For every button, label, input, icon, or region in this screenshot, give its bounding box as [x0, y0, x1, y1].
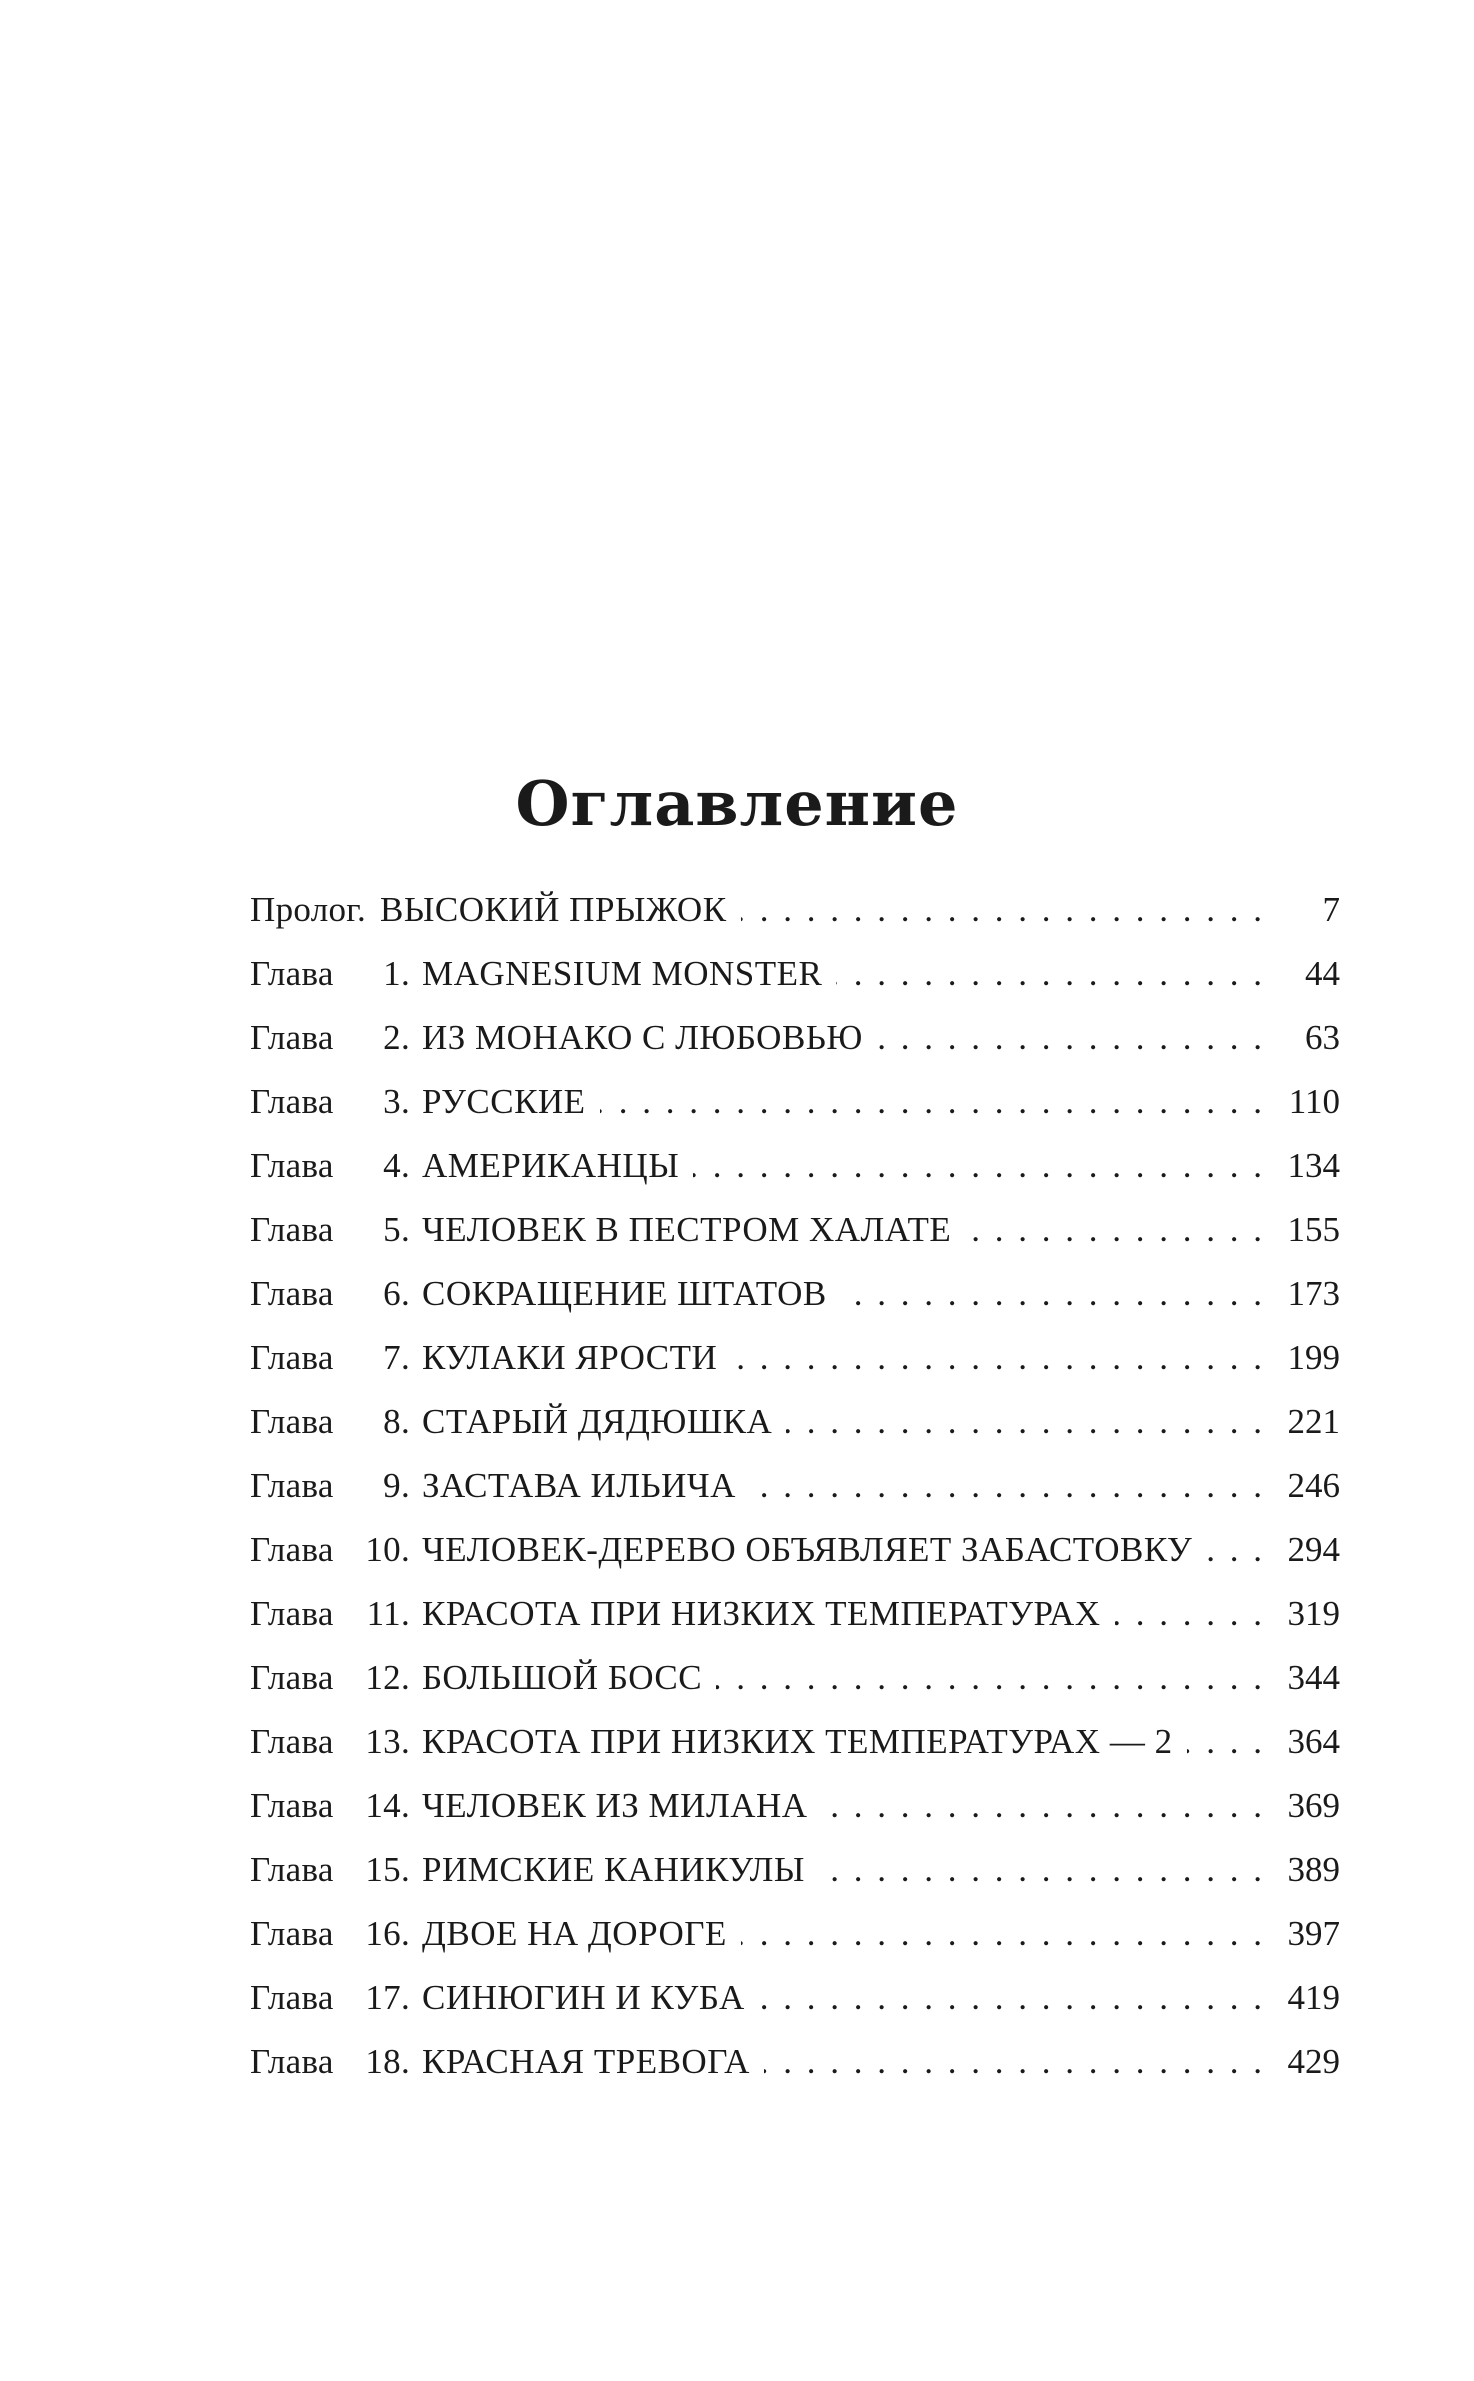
toc-entry-chapter[interactable]	[250, 1646, 1340, 1710]
chapter-word: Глава	[250, 954, 334, 993]
entry-page-number: 389	[1287, 1850, 1340, 1889]
chapter-number: 9.	[383, 1466, 410, 1505]
dot-leader	[819, 1838, 1276, 1902]
entry-page-number: 7	[1322, 890, 1340, 929]
entry-page-number: 155	[1287, 1210, 1340, 1249]
chapter-number: 10.	[365, 1530, 410, 1569]
entry-page-number: 221	[1287, 1402, 1340, 1441]
chapter-number: 8.	[383, 1402, 410, 1441]
chapter-label	[250, 1326, 422, 1390]
entry-page-number: 134	[1287, 1146, 1340, 1185]
chapter-number: 12.	[365, 1658, 410, 1697]
entry-page-number: 419	[1287, 1978, 1340, 2017]
dot-leader	[716, 1646, 1276, 1710]
chapter-word: Глава	[250, 1786, 334, 1825]
entry-title: РИМСКИЕ КАНИКУЛЫ	[422, 1850, 805, 1889]
entry-page-number: 344	[1287, 1658, 1340, 1697]
chapter-number: 17.	[365, 1978, 410, 2017]
entry-title: ЧЕЛОВЕК В ПЕСТРОМ ХАЛАТЕ	[422, 1210, 952, 1249]
chapter-word: Глава	[250, 1338, 334, 1377]
chapter-word: Глава	[250, 2042, 334, 2081]
toc-entry-chapter[interactable]	[250, 1582, 1340, 1646]
entry-title: СТАРЫЙ ДЯДЮШКА	[422, 1402, 773, 1441]
chapter-number: 7.	[383, 1338, 410, 1377]
chapter-list	[250, 942, 1340, 2094]
prologue-label: Пролог.	[250, 890, 367, 929]
dot-leader	[741, 1902, 1276, 1966]
entry-title: СОКРАЩЕНИЕ ШТАТОВ	[422, 1274, 827, 1313]
chapter-number: 11.	[366, 1594, 410, 1633]
entry-page-number: 319	[1287, 1594, 1340, 1633]
chapter-word: Глава	[250, 1018, 334, 1057]
chapter-number: 6.	[383, 1274, 410, 1313]
chapter-label	[250, 1390, 422, 1454]
entry-title: MAGNESIUM MONSTER	[422, 954, 823, 993]
dot-leader	[1115, 1582, 1276, 1646]
toc-entry-chapter[interactable]	[250, 1966, 1340, 2030]
chapter-number: 4.	[383, 1146, 410, 1185]
chapter-word: Глава	[250, 1722, 334, 1761]
entry-page-number: 397	[1287, 1914, 1340, 1953]
chapter-label	[250, 1838, 422, 1902]
toc-entry-prologue[interactable]	[250, 878, 1340, 942]
entry-page-number: 44	[1305, 954, 1340, 993]
chapter-number: 15.	[365, 1850, 410, 1889]
toc-entry-chapter[interactable]	[250, 1390, 1340, 1454]
chapter-label	[250, 1710, 422, 1774]
chapter-word: Глава	[250, 1146, 334, 1185]
chapter-number: 14.	[365, 1786, 410, 1825]
toc-entry-chapter[interactable]	[250, 1326, 1340, 1390]
dot-leader	[1187, 1710, 1276, 1774]
chapter-number: 16.	[365, 1914, 410, 1953]
entry-title: КУЛАКИ ЯРОСТИ	[422, 1338, 718, 1377]
chapter-word: Глава	[250, 1658, 334, 1697]
chapter-label	[250, 1582, 422, 1646]
entry-page-number: 364	[1287, 1722, 1340, 1761]
chapter-label	[250, 1646, 422, 1710]
entry-title: КРАСОТА ПРИ НИЗКИХ ТЕМПЕРАТУРАХ	[422, 1594, 1101, 1633]
chapter-word: Глава	[250, 1402, 334, 1441]
entry-page-number: 63	[1305, 1018, 1340, 1057]
dot-leader	[841, 1262, 1276, 1326]
dot-leader	[731, 1326, 1276, 1390]
entry-title: РУССКИЕ	[422, 1082, 586, 1121]
entry-title: ИЗ МОНАКО С ЛЮБОВЬЮ	[422, 1018, 863, 1057]
entry-page-number: 110	[1288, 1082, 1340, 1121]
dot-leader	[693, 1134, 1276, 1198]
chapter-label	[250, 1006, 422, 1070]
chapter-number: 13.	[365, 1722, 410, 1761]
toc-entry-chapter[interactable]	[250, 1198, 1340, 1262]
entry-page-number: 246	[1287, 1466, 1340, 1505]
entry-title: КРАСОТА ПРИ НИЗКИХ ТЕМПЕРАТУРАХ — 2	[422, 1722, 1173, 1761]
chapter-word: Глава	[250, 1210, 334, 1249]
chapter-label	[250, 1774, 422, 1838]
chapter-number: 3.	[383, 1082, 410, 1121]
entry-title: СИНЮГИН И КУБА	[422, 1978, 745, 2017]
dot-leader	[741, 878, 1276, 942]
entry-page-number: 294	[1287, 1530, 1340, 1569]
chapter-word: Глава	[250, 1978, 334, 2017]
chapter-label	[250, 1518, 422, 1582]
entry-title: ЧЕЛОВЕК-ДЕРЕВО ОБЪЯВЛЯЕТ ЗАБАСТОВКУ	[422, 1530, 1193, 1569]
chapter-number: 18.	[365, 2042, 410, 2081]
toc-entry-chapter[interactable]	[250, 1134, 1340, 1198]
dot-leader	[1206, 1518, 1276, 1582]
entry-title: АМЕРИКАНЦЫ	[422, 1146, 680, 1185]
entry-title: ЗАСТАВА ИЛЬИЧА	[422, 1466, 736, 1505]
toc-entry-chapter[interactable]	[250, 1710, 1340, 1774]
chapter-label	[250, 1902, 422, 1966]
dot-leader	[877, 1006, 1276, 1070]
dot-leader	[764, 2030, 1276, 2094]
chapter-label	[250, 942, 422, 1006]
entry-title: КРАСНАЯ ТРЕВОГА	[422, 2042, 750, 2081]
dot-leader	[759, 1966, 1276, 2030]
toc-entry-chapter[interactable]	[250, 1902, 1340, 1966]
entry-title: ЧЕЛОВЕК ИЗ МИЛАНА	[422, 1786, 808, 1825]
chapter-label	[250, 1966, 422, 2030]
chapter-word: Глава	[250, 1594, 334, 1633]
chapter-word: Глава	[250, 1274, 334, 1313]
toc-entry-chapter[interactable]	[250, 2030, 1340, 2094]
toc-entry-chapter[interactable]	[250, 942, 1340, 1006]
chapter-label	[250, 1454, 422, 1518]
toc-entry-chapter[interactable]	[250, 1838, 1340, 1902]
chapter-number: 1.	[383, 954, 410, 993]
entry-page-number: 173	[1287, 1274, 1340, 1313]
chapter-number: 2.	[383, 1018, 410, 1057]
chapter-label	[250, 2030, 422, 2094]
chapter-word: Глава	[250, 1082, 334, 1121]
dot-leader	[786, 1390, 1276, 1454]
dot-leader	[965, 1198, 1276, 1262]
toc-entry-chapter[interactable]	[250, 1006, 1340, 1070]
chapter-word: Глава	[250, 1850, 334, 1889]
entry-title: ВЫСОКИЙ ПРЫЖОК	[380, 890, 727, 929]
toc-entry-chapter[interactable]	[250, 1262, 1340, 1326]
table-of-contents	[250, 878, 1340, 2094]
chapter-number: 5.	[383, 1210, 410, 1249]
entry-title: БОЛЬШОЙ БОСС	[422, 1658, 703, 1697]
toc-entry-chapter[interactable]	[250, 1518, 1340, 1582]
chapter-word: Глава	[250, 1530, 334, 1569]
toc-entry-chapter[interactable]	[250, 1070, 1340, 1134]
chapter-word: Глава	[250, 1914, 334, 1953]
entry-title: ДВОЕ НА ДОРОГЕ	[422, 1914, 727, 1953]
chapter-label	[250, 1198, 422, 1262]
toc-entry-chapter[interactable]	[250, 1454, 1340, 1518]
chapter-label	[250, 1262, 422, 1326]
dot-leader	[750, 1454, 1276, 1518]
toc-entry-chapter[interactable]	[250, 1774, 1340, 1838]
entry-page-number: 199	[1287, 1338, 1340, 1377]
dot-leader	[600, 1070, 1276, 1134]
dot-leader	[836, 942, 1276, 1006]
dot-leader	[822, 1774, 1276, 1838]
entry-page-number: 429	[1287, 2042, 1340, 2081]
entry-page-number: 369	[1287, 1786, 1340, 1825]
chapter-word: Глава	[250, 1466, 334, 1505]
chapter-label	[250, 1134, 422, 1198]
page-title: Оглавление	[515, 766, 959, 840]
chapter-label	[250, 1070, 422, 1134]
